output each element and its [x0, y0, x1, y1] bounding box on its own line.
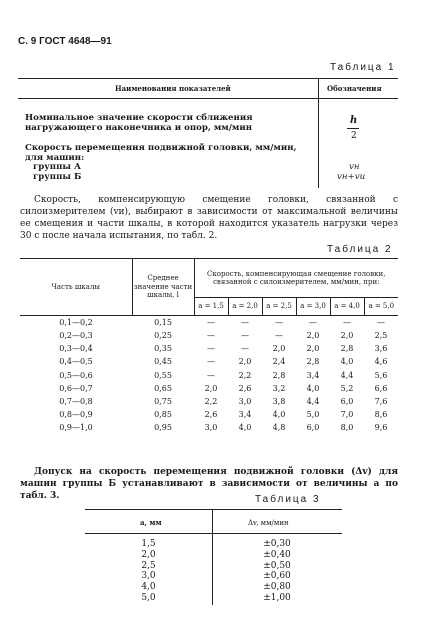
table-cell: —	[377, 317, 385, 327]
table-cell: —	[207, 317, 215, 327]
table-cell: 4,6	[374, 357, 388, 367]
table-cell: 6,6	[374, 383, 388, 393]
table2-col-part: Часть шкалы	[20, 259, 132, 316]
table-cell: 2,0	[141, 549, 156, 560]
table-cell: 2,0	[238, 357, 252, 367]
table-cell: 3,2	[272, 383, 286, 393]
table-cell: 2,0	[204, 383, 218, 393]
table-cell: 5,2	[340, 383, 354, 393]
table-cell: —	[275, 317, 283, 327]
table1-head-rule	[18, 98, 398, 99]
table-cell: 2,5	[141, 560, 156, 571]
table1-symbol-b: vн+vи	[337, 172, 366, 182]
table-row	[20, 382, 398, 395]
table-cell: 0,65	[154, 383, 172, 393]
table-cell: 0,8—0,9	[59, 410, 93, 420]
table-cell: 0,15	[154, 317, 172, 327]
table-row	[20, 316, 398, 330]
table1-col-name: Наименования показателей	[115, 84, 231, 93]
table-cell: 3,0	[141, 571, 156, 582]
table-cell: 0,25	[154, 330, 172, 340]
table-cell: —	[207, 330, 215, 340]
table-row	[85, 539, 342, 550]
table-cell: 3,4	[238, 410, 252, 420]
table-cell: —	[207, 357, 215, 367]
table3	[85, 539, 342, 604]
table-cell: 3,0	[238, 396, 252, 406]
table3-caption: Таблица 3	[255, 494, 321, 505]
table-cell: ±1,00	[263, 592, 291, 603]
table-cell: 2,6	[238, 383, 252, 393]
table2-col-speed: Скорость, компенсирующая смещение головки, связанной с силоизмерителем, мм/мин, при:	[194, 259, 398, 298]
table-row	[85, 571, 342, 582]
table-cell: 3,8	[272, 396, 286, 406]
table2-subcol: a = 4,0	[330, 298, 364, 316]
page-header: С. 9 ГОСТ 4648—91	[18, 36, 112, 47]
table-cell: 8,0	[340, 423, 354, 433]
table-cell: 0,1—0,2	[59, 317, 93, 327]
paragraph-tolerance: Допуск на скорость перемещения подвижной головки (Δv) для машин группы Б устанавливают в зависимости от величины a по табл. 3.	[20, 467, 398, 501]
table-cell: 0,3—0,4	[59, 344, 93, 354]
table-row	[20, 329, 398, 342]
table-cell: —	[343, 317, 351, 327]
table-cell: 4,0	[340, 357, 354, 367]
table-cell: ±0,40	[263, 549, 291, 560]
table-cell: 0,7—0,8	[59, 396, 93, 406]
table-cell: 2,0	[272, 344, 286, 354]
table-cell: 5,6	[374, 370, 388, 380]
table-cell: 2,0	[306, 330, 320, 340]
table-cell: 4,4	[306, 396, 320, 406]
table3-col-dv: Δv, мм/мин	[248, 519, 289, 527]
table-cell: 0,6—0,7	[59, 383, 93, 393]
table1-group-b: группы Б	[33, 172, 82, 182]
table2-caption: Таблица 2	[327, 244, 393, 255]
table1-caption: Таблица 1	[330, 62, 396, 73]
table-cell: 0,2—0,3	[59, 330, 93, 340]
table-cell: ±0,60	[263, 571, 291, 582]
table-cell: 2,4	[272, 357, 286, 367]
table-cell: 5,0	[306, 410, 320, 420]
table-cell: 1,5	[141, 539, 156, 549]
table-cell: 4,0	[306, 383, 320, 393]
table3-col-a: a, мм	[140, 518, 162, 527]
table-cell: —	[309, 317, 317, 327]
table1-symbol-a: vн	[349, 162, 360, 172]
table-cell: 4,0	[141, 582, 156, 593]
table-cell: 4,4	[340, 370, 354, 380]
table-cell: 2,8	[306, 357, 320, 367]
table-cell: 0,85	[154, 410, 172, 420]
table-cell: 6,0	[306, 423, 320, 433]
table-cell: 2,8	[340, 344, 354, 354]
table-cell: 2,2	[238, 370, 252, 380]
table-row	[85, 550, 342, 561]
table1-col-symbol: Обозначения	[327, 84, 382, 93]
table-cell: ±0,30	[263, 539, 291, 549]
table-row	[20, 422, 398, 435]
table-cell: —	[207, 344, 215, 354]
table-row	[20, 369, 398, 382]
table1-top-rule	[18, 78, 398, 79]
table-cell: 7,0	[340, 410, 354, 420]
table-row	[20, 356, 398, 369]
table-row	[20, 342, 398, 355]
table2-subcol: a = 1,5	[194, 298, 228, 316]
table2	[20, 258, 398, 435]
table-row	[85, 561, 342, 572]
table2-col-mean: Среднее значение части шкалы, l	[132, 259, 194, 316]
table-row	[20, 395, 398, 408]
table-cell: 4,0	[238, 423, 252, 433]
table-cell: 0,95	[154, 423, 172, 433]
table-cell: ±0,80	[263, 582, 291, 593]
fraction-bar	[347, 128, 359, 129]
table-cell: —	[241, 344, 249, 354]
table1-row1-symbol-bottom: 2	[351, 131, 357, 141]
table1-divider	[318, 78, 319, 188]
table-cell: 0,75	[154, 396, 172, 406]
table-row	[20, 408, 398, 421]
table-cell: —	[241, 330, 249, 340]
table-cell: 0,5—0,6	[59, 370, 93, 380]
table-cell: 0,4—0,5	[59, 357, 93, 367]
table-cell: 2,2	[204, 396, 218, 406]
paragraph-compensation-speed: Скорость, компенсирующую смещение головки, связанной с силоизмерителем (vи), выбирают в зависимости от максимальной величины ее смещения и части шкалы, в которой находится указатель нагрузки через 30 с после начала испытания, по табл. 2.	[20, 195, 398, 241]
table1-group-a: группы А	[33, 162, 81, 172]
table-cell: 0,45	[154, 357, 172, 367]
table2-subcol: a = 3,0	[296, 298, 330, 316]
table1-row2-text: Скорость перемещения подвижной головки, мм/мин, для машин:	[25, 143, 297, 164]
table-row	[85, 582, 342, 593]
table-cell: —	[241, 317, 249, 327]
table-cell: 7,6	[374, 396, 388, 406]
table-cell: 0,55	[154, 370, 172, 380]
table2-subcol: a = 5,0	[364, 298, 398, 316]
table-cell: ±0,50	[263, 560, 291, 571]
table2-subcol: a = 2,5	[262, 298, 296, 316]
table-cell: 2,6	[204, 410, 218, 420]
table-cell: 2,0	[306, 344, 320, 354]
table-cell: 4,8	[272, 423, 286, 433]
table-cell: 3,0	[204, 423, 218, 433]
table-cell: 6,0	[340, 396, 354, 406]
table-cell: 5,0	[141, 592, 156, 603]
table-cell: 0,35	[154, 344, 172, 354]
table-cell: 8,6	[374, 410, 388, 420]
table-cell: —	[275, 330, 283, 340]
table-cell: 4,0	[272, 410, 286, 420]
table-cell: 2,0	[340, 330, 354, 340]
table-cell: 2,8	[272, 370, 286, 380]
table-row	[85, 593, 342, 604]
table-cell: 3,4	[306, 370, 320, 380]
table-cell: 3,6	[374, 344, 388, 354]
table-cell: 0,9—1,0	[59, 423, 93, 433]
table3-head-rule	[85, 533, 342, 534]
table1-row1-symbol-top: h	[350, 115, 358, 126]
table1-row1-text: Номинальное значение скорости сближения нагружающего наконечника и опор, мм/мин	[25, 113, 253, 134]
table-cell: 9,6	[374, 423, 388, 433]
table-cell: 2,5	[374, 330, 388, 340]
table2-subcol: a = 2,0	[228, 298, 262, 316]
table-cell: —	[207, 370, 215, 380]
table3-top-rule	[85, 509, 342, 510]
